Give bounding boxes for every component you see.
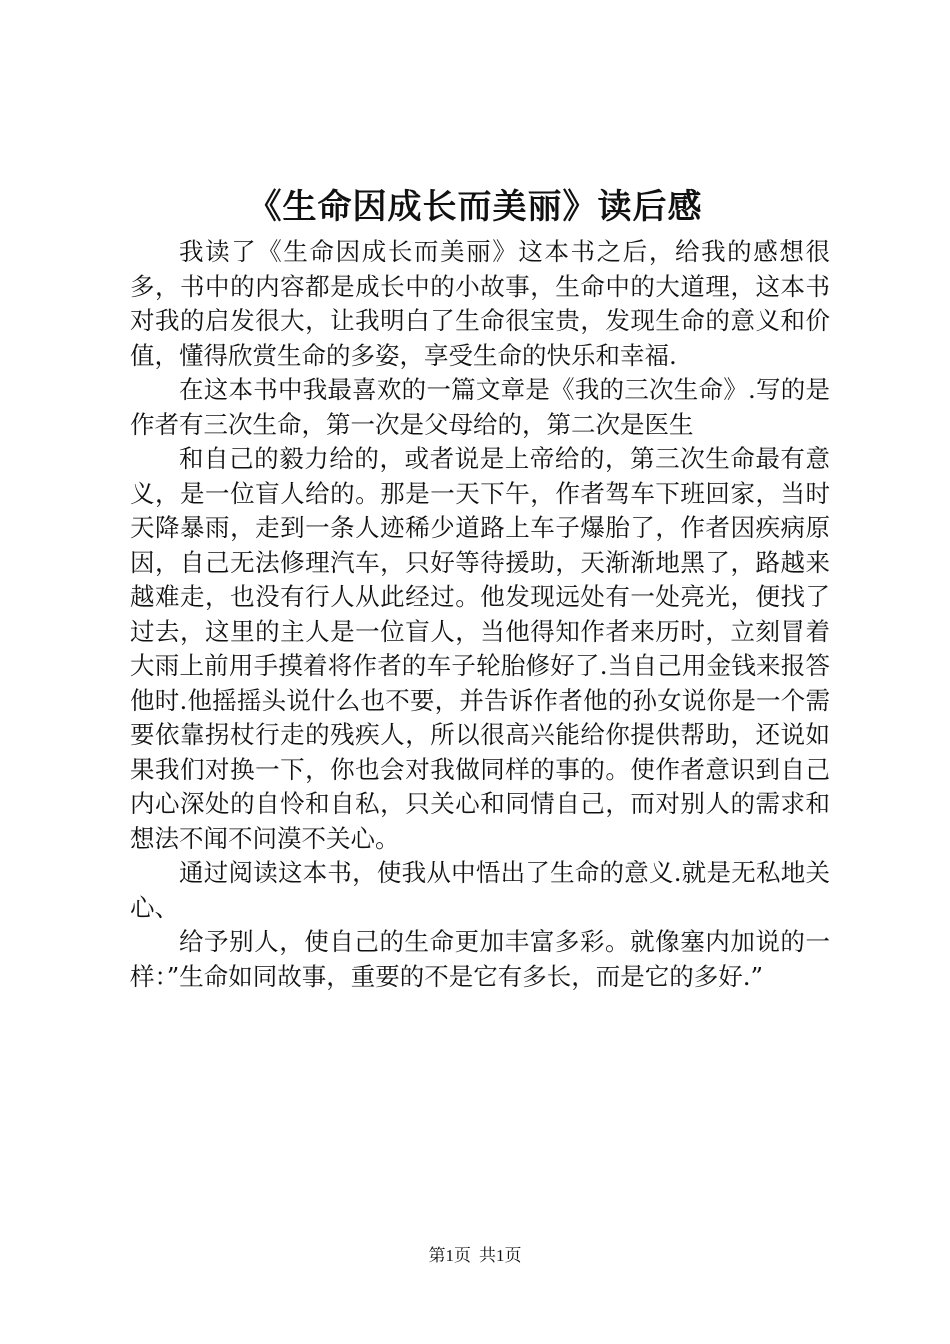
paragraph-1: 我读了《生命因成长而美丽》这本书之后，给我的感想很多，书中的内容都是成长中的小故事，生命中的大道理，这本书对我的启发很大，让我明白了生命很宝贵，发现生命的意义和价值，懂得欣赏生命的多姿，享受生命的快乐和幸福. (130, 237, 830, 370)
paragraph-3: 和自己的毅力给的，或者说是上帝给的，第三次生命最有意义，是一位盲人给的。那是一天下午，作者驾车下班回家，当时天降暴雨，走到一条人迹稀少道路上车子爆胎了，作者因疾病原因，自己无法修理汽车，只好等待援助，天渐渐地黑了，路越来越难走，也没有行人从此经过。他发现远处有一处亮光，便找了过去，这里的主人是一位盲人，当他得知作者来历时，立刻冒着大雨上前用手摸着将作者的车子轮胎修好了.当自己用金钱来报答他时.他摇摇头说什么也不要，并告诉作者他的孙女说你是一个需要依靠拐杖行走的残疾人，所以很高兴能给你提供帮助，还说如果我们对换一下，你也会对我做同样的事的。使作者意识到自己内心深处的自怜和自私，只关心和同情自己，而对别人的需求和想法不闻不问漠不关心。 (130, 444, 830, 853)
page-number: 第1页 (428, 1246, 471, 1265)
document-body (130, 235, 830, 994)
page-total: 共1页 (479, 1246, 522, 1265)
page-footer (0, 1244, 950, 1268)
paragraph-2: 在这本书中我最喜欢的一篇文章是《我的三次生命》.写的是作者有三次生命，第一次是父母给的，第二次是医生 (130, 375, 830, 439)
document-title: 《生命因成长而美丽》读后感 (247, 187, 703, 227)
paragraph-5: 给予别人，使自己的生命更加丰富多彩。就像塞内加说的一样：”生命如同故事，重要的不是它有多长，而是它的多好.” (130, 927, 830, 991)
paragraph-4: 通过阅读这本书，使我从中悟出了生命的意义.就是无私地关心、 (130, 858, 830, 922)
